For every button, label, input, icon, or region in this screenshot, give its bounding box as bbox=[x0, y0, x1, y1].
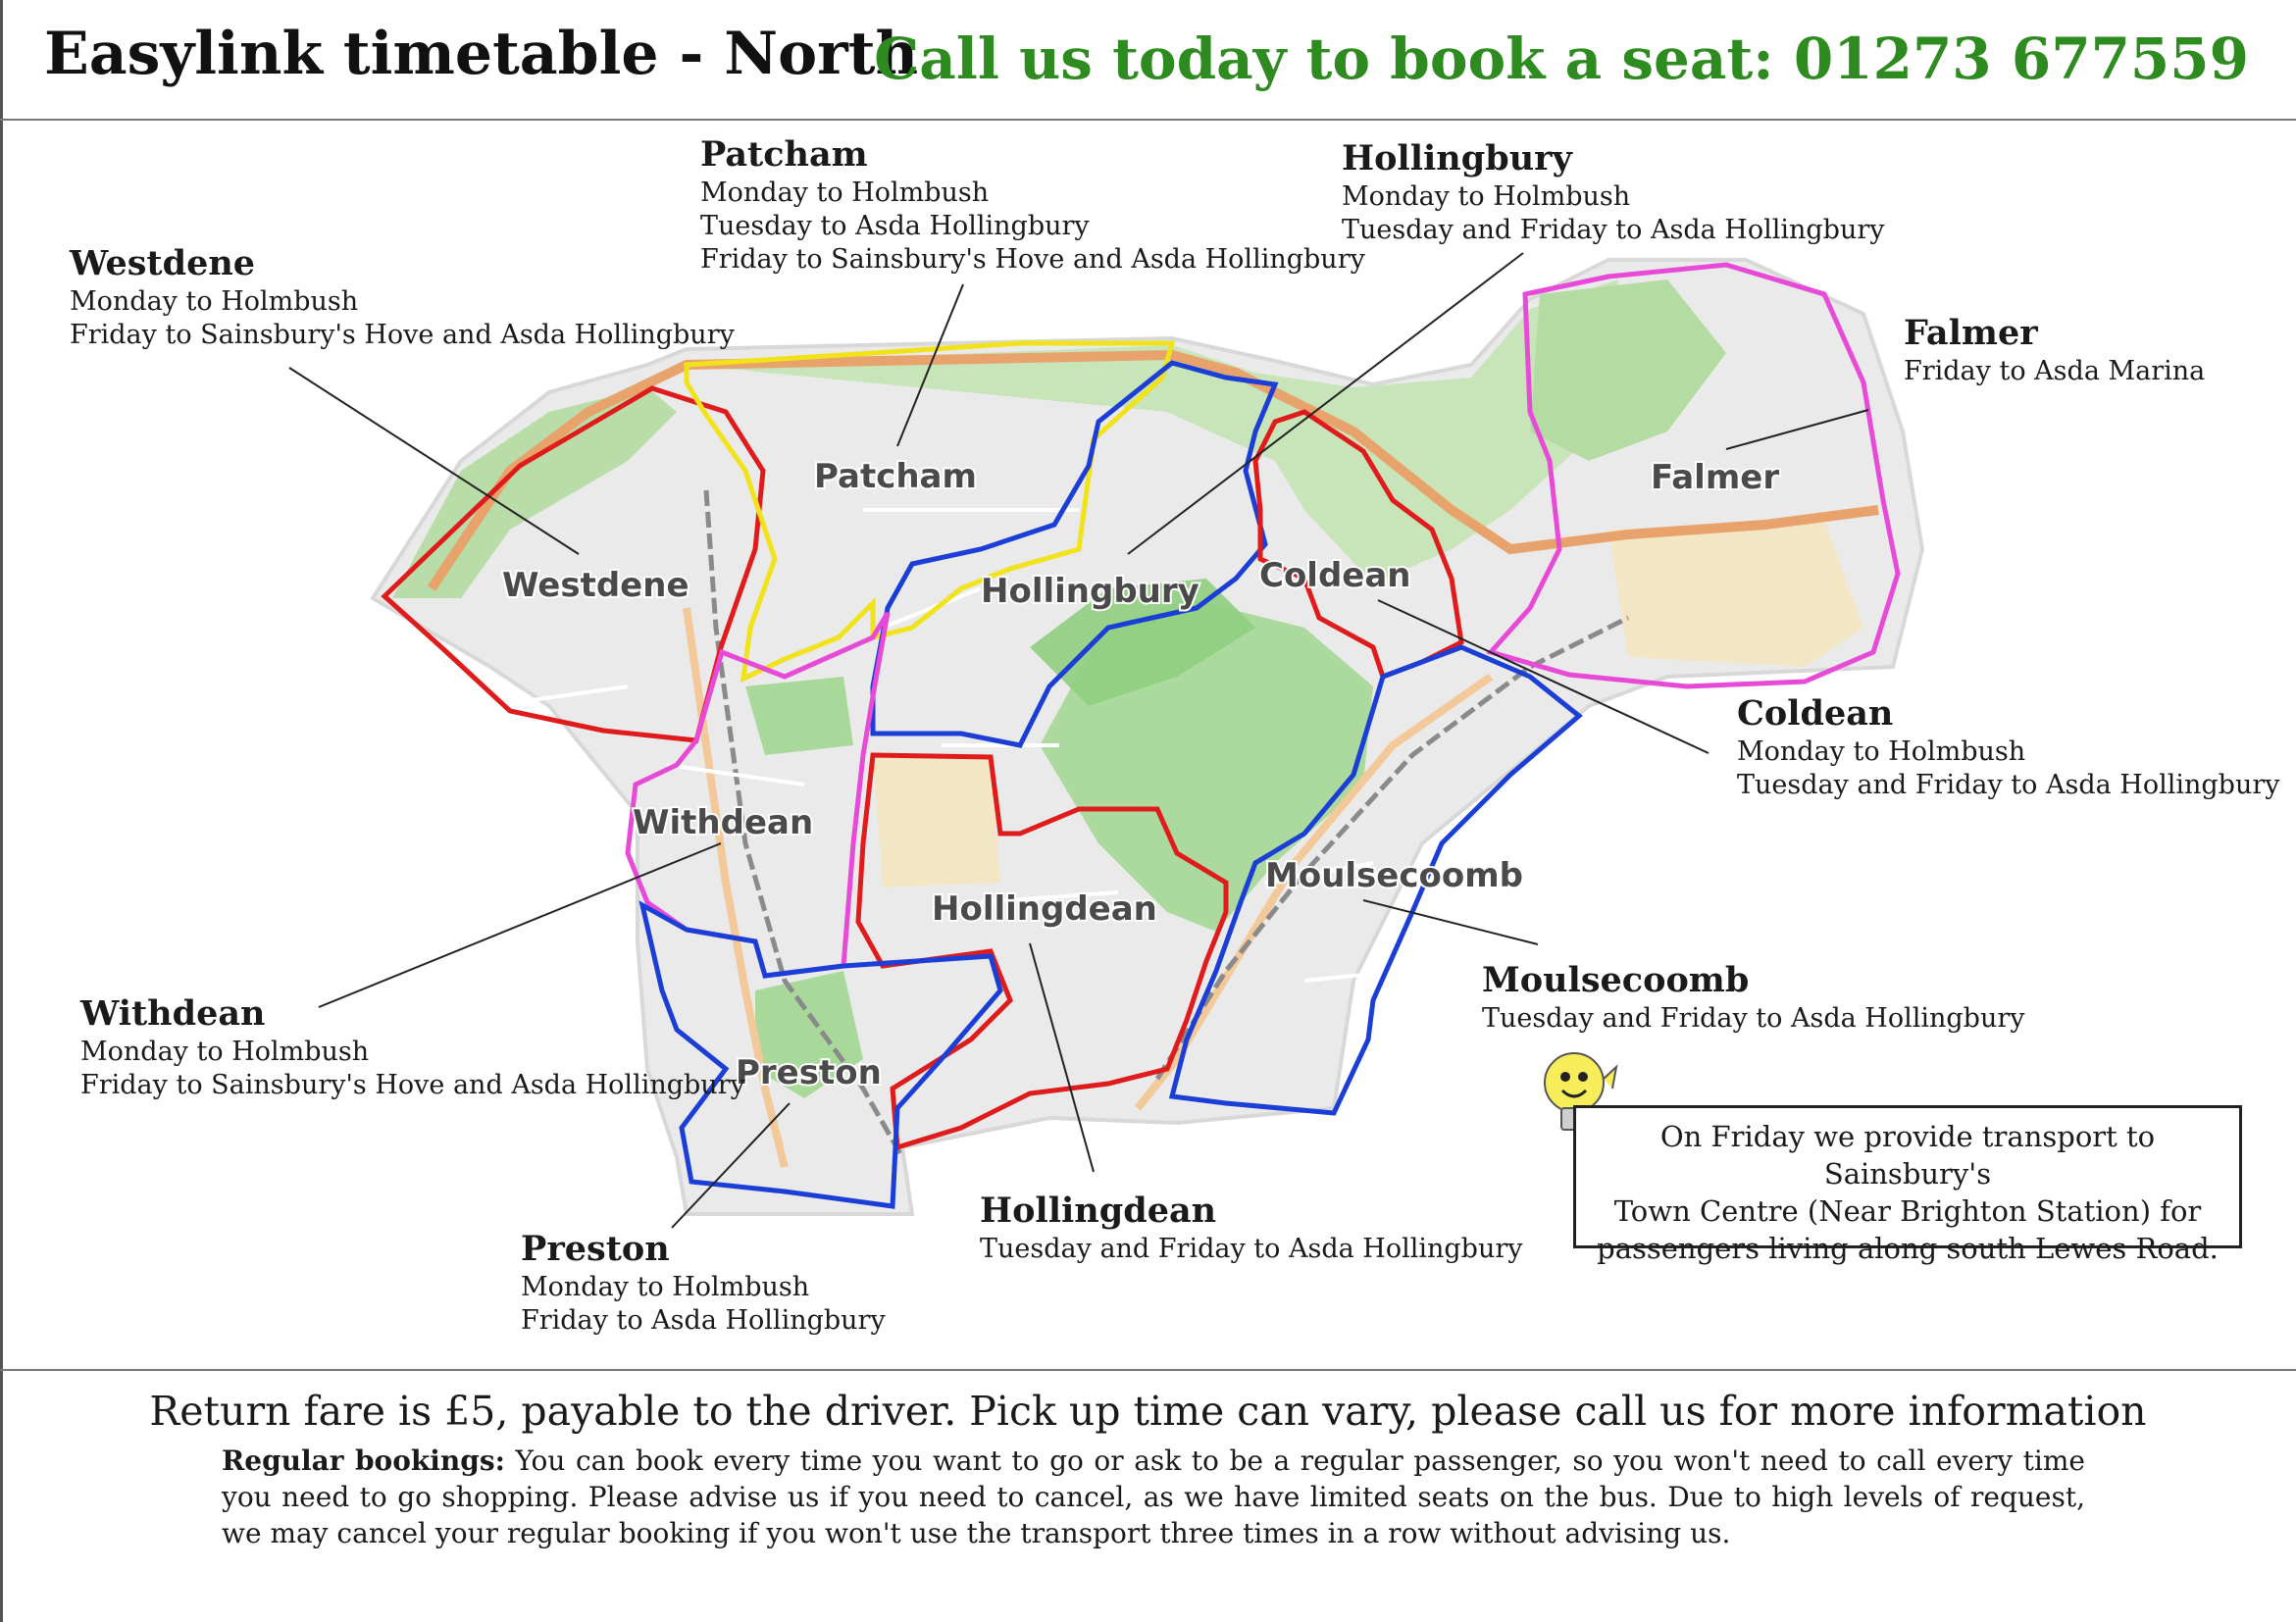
map-label-westdene: Westdene bbox=[502, 566, 689, 605]
area-info-withdean bbox=[80, 992, 745, 1102]
area-info-preston bbox=[521, 1228, 886, 1338]
area-line: Tuesday to Asda Hollingbury bbox=[700, 211, 1090, 241]
note-line: On Friday we provide transport to Sainsbury's bbox=[1659, 1120, 2156, 1191]
return-fare-text: Return fare is £5, payable to the driver. Pick up time can vary, please call us for more information bbox=[149, 1388, 2147, 1435]
area-line: Friday to Sainsbury's Hove and Asda Hollingbury bbox=[70, 320, 735, 350]
map-label-hollingdean: Hollingdean bbox=[932, 889, 1157, 929]
area-info-hollingbury bbox=[1342, 137, 1885, 247]
area-heading-falmer: Falmer bbox=[1904, 313, 2038, 353]
area-info-moulsecoomb bbox=[1482, 959, 2025, 1036]
area-line: Tuesday and Friday to Asda Hollingbury bbox=[1737, 770, 2280, 800]
map-label-patcham: Patcham bbox=[814, 457, 977, 496]
area-heading-preston: Preston bbox=[521, 1229, 670, 1269]
area-info-coldean bbox=[1737, 692, 2280, 802]
area-heading-withdean: Withdean bbox=[80, 993, 266, 1034]
area-info-patcham bbox=[700, 133, 1365, 277]
map-label-coldean: Coldean bbox=[1259, 556, 1411, 595]
school-area-hollingdean bbox=[873, 755, 1000, 887]
map-label-preston: Preston bbox=[736, 1053, 882, 1092]
footer-divider bbox=[0, 1369, 2296, 1371]
note-line: Town Centre (Near Brighton Station) for bbox=[1613, 1194, 2202, 1228]
area-heading-patcham: Patcham bbox=[700, 134, 868, 175]
area-line: Friday to Asda Marina bbox=[1904, 356, 2206, 386]
area-heading-hollingbury: Hollingbury bbox=[1342, 138, 1572, 178]
area-line: Tuesday and Friday to Asda Hollingbury bbox=[980, 1234, 1523, 1264]
area-line: Monday to Holmbush bbox=[70, 286, 359, 317]
area-line: Friday to Sainsbury's Hove and Asda Hollingbury bbox=[80, 1070, 745, 1100]
area-heading-coldean: Coldean bbox=[1737, 693, 1894, 734]
regular-bookings-paragraph bbox=[222, 1443, 2085, 1551]
area-info-hollingdean bbox=[980, 1190, 1523, 1266]
friday-transport-note bbox=[1573, 1105, 2242, 1265]
map-label-withdean: Withdean bbox=[633, 803, 814, 842]
area-heading-hollingdean: Hollingdean bbox=[980, 1191, 1217, 1231]
area-line: Monday to Holmbush bbox=[80, 1037, 370, 1067]
regular-bookings-label: Regular bookings: bbox=[222, 1445, 505, 1477]
area-line: Monday to Holmbush bbox=[1737, 736, 2026, 767]
regular-bookings-text: You can book every time you want to go or ask to be a regular passenger, so you won't need to call every time you need to go shopping. Please advise us if you need to cancel, as we have limited seats on the bus. Due to high levels of request, we may cancel your regular booking if you won't use the transport three times in a row without advising us. bbox=[222, 1445, 2085, 1549]
area-line: Monday to Holmbush bbox=[521, 1272, 810, 1302]
area-heading-westdene: Westdene bbox=[70, 243, 256, 283]
map-label-falmer: Falmer bbox=[1651, 458, 1780, 497]
area-info-westdene bbox=[70, 242, 735, 352]
leader-moulsecoomb bbox=[1363, 900, 1538, 944]
area-info-falmer bbox=[1904, 312, 2205, 388]
booking-phone-banner: Call us today to book a seat: 01273 677559 bbox=[874, 25, 2249, 92]
area-line: Monday to Holmbush bbox=[700, 177, 990, 208]
area-line: Friday to Sainsbury's Hove and Asda Hollingbury bbox=[700, 244, 1365, 275]
page-title: Easylink timetable - North bbox=[44, 20, 919, 88]
map-label-hollingbury: Hollingbury bbox=[981, 572, 1199, 611]
area-line: Tuesday and Friday to Asda Hollingbury bbox=[1342, 215, 1885, 245]
map-label-moulsecoomb: Moulsecoomb bbox=[1265, 856, 1523, 895]
area-heading-moulsecoomb: Moulsecoomb bbox=[1482, 960, 1750, 1000]
area-line: Friday to Asda Hollingbury bbox=[521, 1305, 886, 1336]
campus-area-falmer bbox=[1608, 520, 1863, 667]
note-line: passengers living along south Lewes Road. bbox=[1597, 1232, 2219, 1265]
area-line: Tuesday and Friday to Asda Hollingbury bbox=[1482, 1003, 2025, 1034]
area-line: Monday to Holmbush bbox=[1342, 181, 1631, 212]
